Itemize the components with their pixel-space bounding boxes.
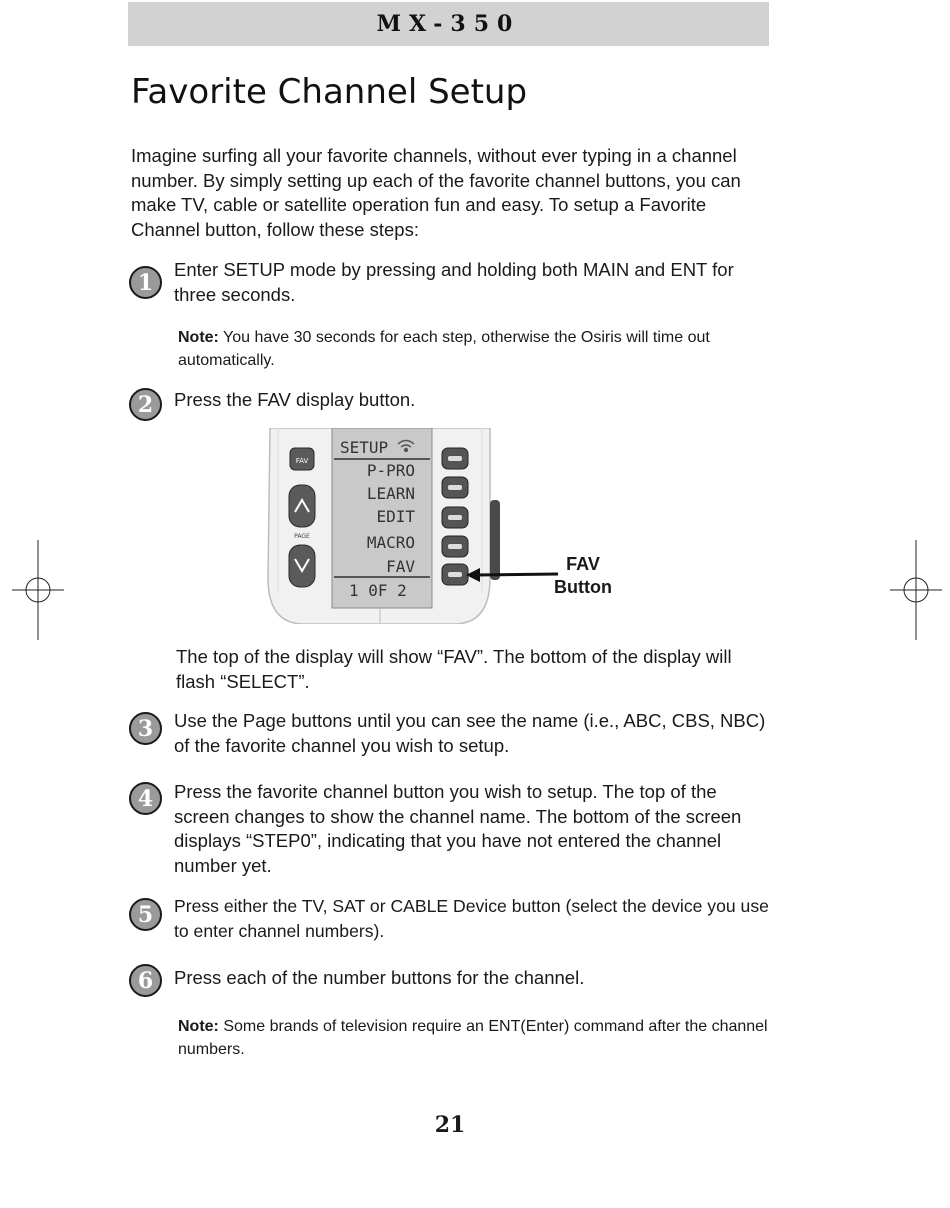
registration-mark-left [12,540,64,640]
remote-svg [264,428,500,624]
step-badge-5: 5 [129,898,162,931]
lcd-line-edit: EDIT [376,507,415,526]
header-bar [128,2,769,46]
lcd-footer: 1 0F 2 [349,581,407,600]
arrow-head-icon [466,568,480,582]
step-text-5: Press either the TV, SAT or CABLE Device button (select the device you use to enter channel numbers). [174,896,769,941]
step-badge-6: 6 [129,964,162,997]
step-badge-1: 1 [129,266,162,299]
page-key-label: PAGE [294,533,310,540]
step-text-1: Enter SETUP mode by pressing and holding both MAIN and ENT for three seconds. [174,259,734,305]
lcd-line-ppro: P-PRO [366,461,415,480]
note-2 [178,1015,768,1061]
step-badge-3: 3 [129,712,162,745]
fav-button-callout [546,553,620,599]
step-text-2: Press the FAV display button. [174,389,416,410]
page-up-key [289,485,315,527]
display-description: The top of the display will show “FAV”. The bottom of the display will flash “SELECT”. [176,646,732,692]
model-name: MX-350 [376,11,521,37]
step-text-4: Press the favorite channel button you wish to setup. The top of the screen changes to show the channel name. The bottom of the screen displays “STEP0”, indicating that you have not entered the channel number yet. [174,781,742,876]
lcd-line-macro: MACRO [366,533,415,552]
intro-paragraph: Imagine surfing all your favorite channels, without ever typing in a channel number. By simply setting up each of the favorite channel buttons, you can make TV, cable or satellite operation fun and easy. To setup a Favorite Channel button, follow these steps: [131,145,741,240]
note-label: Note: [178,329,219,346]
remote-illustration [264,428,500,624]
step-text-3: Use the Page buttons until you can see the name (i.e., ABC, CBS, NBC) of the favorite channel you wish to setup. [174,710,766,756]
note-label: Note: [178,1018,219,1035]
page-down-key [289,545,315,587]
page-title: Favorite Channel Setup [131,72,528,112]
lcd-line-learn: LEARN [366,484,415,503]
lcd-line-fav: FAV [386,557,415,576]
page-number: 21 [434,1112,466,1138]
fav-key-label: FAV [295,457,309,465]
step-badge-2: 2 [129,388,162,421]
lcd-line-setup: SETUP [340,438,389,457]
note-text: You have 30 seconds for each step, otherwise the Osiris will time out automatically. [178,329,710,369]
callout-line-2: Button [554,577,612,597]
registration-mark-right [890,540,942,640]
note-1 [178,326,768,372]
callout-line-1: FAV [566,554,600,574]
display-buttons [442,448,468,585]
note-text: Some brands of television require an ENT(Enter) command after the channel numbers. [178,1018,768,1058]
step-badge-4: 4 [129,782,162,815]
step-text-6: Press each of the number buttons for the channel. [174,967,585,988]
